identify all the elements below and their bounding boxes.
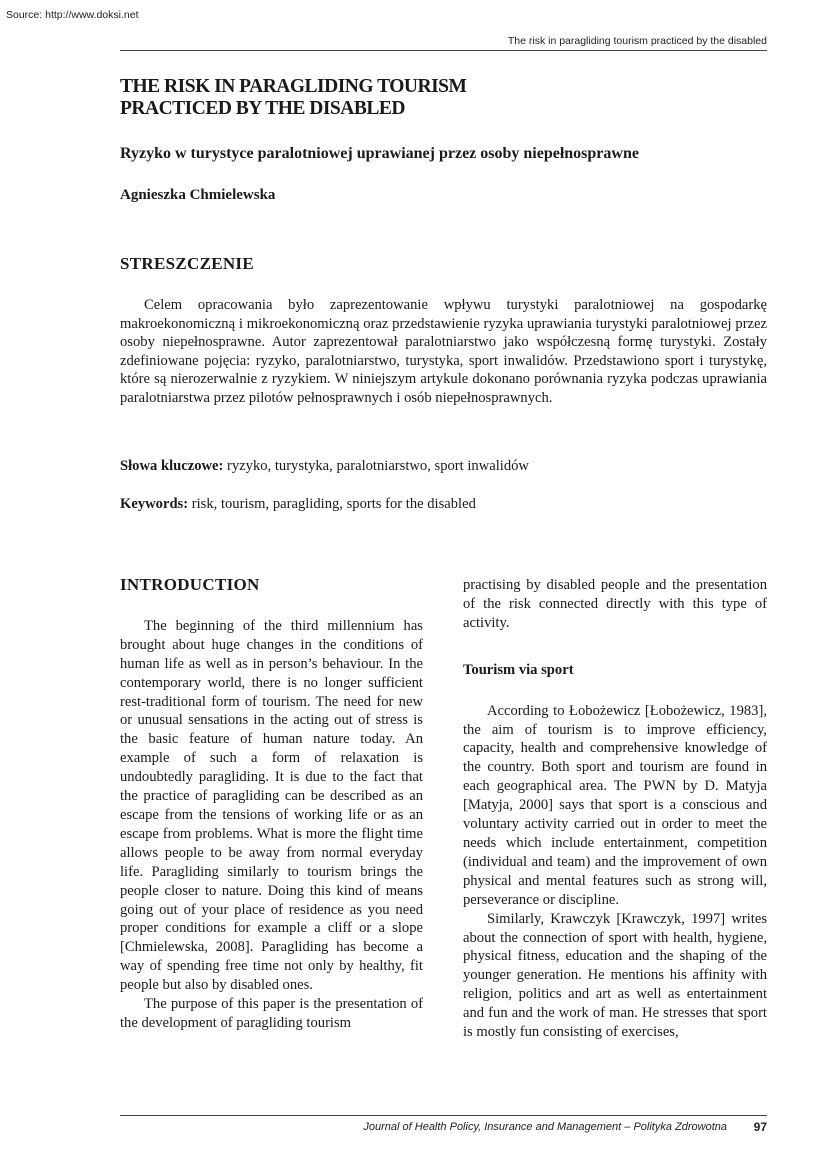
abstract-text: Celem opracowania było zaprezentowanie wpływu turystyki paralotniowej na gospodarkę makroekonomiczną i mikroekonomiczną oraz przedstawienie ryzyka uprawiania turystyki paralotniowej przez osoby niepełnosprawne. Autor zaprezentował paralotniarstwo jako współczesną formę turystyki. Zostały zdefiniowane pojęcia: ryzyko, paralotniarstwo, turystyka, sport inwalidów. Przedstawiono sport i turystykę, które są nierozerwalnie z ryzykiem. W niniejszym artykule dokonano porównania ryzyka podczas uprawiania paralotniarstwa przez pilotów pełnosprawnych i osób niepełnosprawnych.: [120, 297, 767, 406]
keywords-en-values: risk, tourism, paragliding, sports for the disabled: [188, 496, 476, 512]
header-divider: [120, 50, 767, 51]
right-column: [463, 576, 767, 1042]
title-line-1: THE RISK IN PARAGLIDING TOURISM: [120, 76, 467, 97]
intro-paragraph-2-continued: practising by disabled people and the presentation of the risk connected directly with this type of activity.: [463, 577, 767, 631]
footer-divider: [120, 1115, 767, 1116]
keywords-pl-label: Słowa kluczowe:: [120, 458, 224, 474]
source-label: Source: http://www.doksi.net: [6, 9, 139, 21]
subsection-heading: Tourism via sport: [463, 661, 574, 678]
sport-paragraph-2: Similarly, Krawczyk [Krawczyk, 1997] writes about the connection of sport with health, hygiene, physical fitness, education and the shaping of the younger generation. He mentions his affinity with religion, politics and art as well as entertainment and fun and the work of man. He stresses that sport is mostly fun consisting of exercises,: [463, 910, 767, 1041]
keywords-pl: [120, 457, 767, 475]
intro-paragraph-1: The beginning of the third millennium has brought about huge changes in the conditions of human life as well as in person’s behaviour. In the contemporary world, there is no longer sufficient rest-traditional form of tourism. The need for new or unusual sensations in the acting out of stress is the basic feature of human nature today. An example of such a form of relaxation is undoubtedly paragliding. It is due to the fact that the practice of paragliding can be described as an escape from the tensions of working life or as an escape from problems. What is more the flight time allows people to be away from normal everyday life. Paragliding similarly to tourism brings the people closer to nature. Doing this kind of means going out of your place of residence as you need proper conditions for example a cliff or a slope [Chmielewska, 2008]. Paragliding has become a way of spending free time not only by healthy, fit people but also by disabled ones.: [120, 617, 423, 994]
footer-journal: Journal of Health Policy, Insurance and Management – Polityka Zdrowotna: [363, 1121, 727, 1133]
abstract-heading: STRESZCZENIE: [120, 254, 254, 273]
running-head: The risk in paragliding tourism practiced by the disabled: [507, 35, 767, 47]
author-name: Agnieszka Chmielewska: [120, 187, 276, 203]
paper-title: [120, 76, 720, 120]
keywords-pl-values: ryzyko, turystyka, paralotniarstwo, sport inwalidów: [223, 458, 529, 474]
paper-subtitle: Ryzyko w turystyce paralotniowej uprawianej przez osoby niepełnosprawne: [120, 145, 639, 162]
page-number: 97: [753, 1120, 767, 1134]
title-line-2: PRACTICED BY THE DISABLED: [120, 98, 405, 119]
introduction-heading: INTRODUCTION: [120, 575, 260, 594]
keywords-en: [120, 495, 767, 513]
left-column: [120, 576, 423, 1033]
intro-paragraph-2: The purpose of this paper is the presentation of the development of paragliding tourism: [120, 996, 423, 1031]
sport-paragraph-1: According to Łobożewicz [Łobożewicz, 1983], the aim of tourism is to improve efficiency, capacity, health and comprehensive knowledge of the country. Both sport and tourism are found in each geographical area. The PWN by D. Matyja [Matyja, 2000] says that sport is a conscious and voluntary activity carried out in order to meet the needs which include entertainment, competition (individual and team) and the improvement of own physical and mental features such as strong will, perseverance or discipline.: [463, 702, 767, 908]
keywords-en-label: Keywords:: [120, 496, 189, 512]
